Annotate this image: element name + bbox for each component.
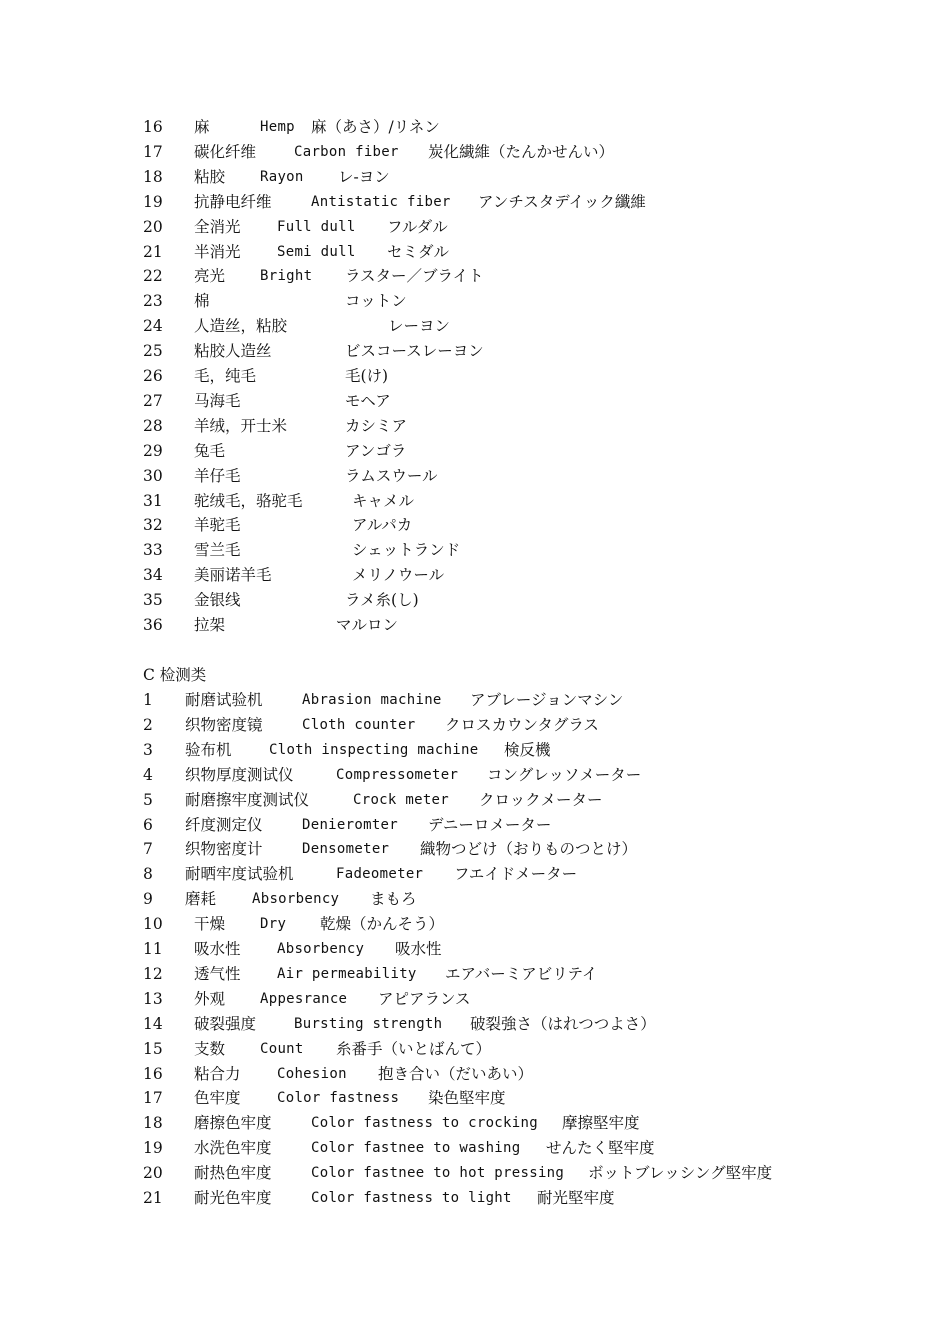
term-row: [0, 563, 950, 588]
term-chinese: 磨擦色牢度: [194, 1114, 272, 1133]
term-japanese: デニーロメーター: [428, 815, 552, 834]
term-chinese: 兔毛: [194, 441, 226, 460]
term-chinese: 毛，纯毛: [194, 367, 257, 385]
term-row: [0, 788, 950, 813]
term-number: 22: [143, 267, 163, 286]
term-japanese: アンチスタデイック纖維: [478, 192, 646, 211]
term-chinese: 纤度测定仪: [185, 815, 263, 834]
term-row: [0, 538, 950, 563]
term-chinese: 拉架: [194, 616, 226, 634]
term-chinese: 金银线: [194, 591, 241, 610]
term-row: [0, 364, 950, 389]
term-chinese: 透气性: [194, 964, 241, 983]
term-chinese: 亮光: [194, 267, 226, 286]
term-chinese: 验布机: [185, 740, 232, 759]
term-number: 35: [143, 591, 163, 610]
term-row: [0, 738, 950, 763]
term-english: Cloth counter: [302, 716, 416, 733]
term-japanese: フルダル: [387, 217, 448, 236]
term-chinese: 水洗色牢度: [194, 1139, 272, 1158]
term-chinese: 雪兰毛: [194, 541, 241, 560]
term-row: [0, 389, 950, 414]
term-english: Semi dull: [277, 243, 356, 260]
term-row: [0, 912, 950, 937]
term-japanese: 破裂強さ（はれつつよさ）: [470, 1014, 656, 1033]
term-japanese: アルパカ: [352, 516, 413, 535]
term-chinese: 马海毛: [194, 391, 241, 410]
term-chinese: 破裂强度: [194, 1014, 257, 1033]
term-row: [0, 1037, 950, 1062]
term-row: [0, 887, 950, 912]
term-english: Crock meter: [353, 791, 450, 808]
term-row: [0, 1086, 950, 1111]
term-number: 8: [143, 865, 153, 884]
term-chinese: 织物厚度测试仪: [185, 765, 294, 784]
term-row: [0, 987, 950, 1012]
term-japanese: コングレッソメーター: [487, 765, 642, 784]
term-english: Appesrance: [260, 990, 348, 1007]
term-english: Rayon: [260, 168, 304, 185]
term-number: 26: [143, 367, 163, 385]
term-number: 10: [143, 915, 163, 934]
term-chinese: 棉: [194, 292, 210, 311]
term-english: Denieromter: [302, 816, 399, 833]
term-japanese: クロックメーター: [479, 790, 603, 809]
term-english: Color fastness: [277, 1090, 400, 1107]
term-japanese: 炭化繊維（たんかせんい）: [428, 142, 615, 161]
term-japanese: アブレージョンマシン: [470, 691, 624, 709]
term-japanese: 織物つどけ（おりものつとけ）: [420, 840, 638, 859]
term-number: 17: [143, 1089, 163, 1108]
term-row: [0, 588, 950, 613]
term-japanese: 麻（あさ）/リネン: [311, 118, 440, 136]
term-chinese: 支数: [194, 1039, 226, 1058]
term-english: Fadeometer: [336, 866, 424, 883]
term-japanese: ボットブレッシング堅牢度: [588, 1164, 773, 1183]
term-chinese: 织物密度镜: [185, 715, 263, 734]
term-english: Color fastness to crocking: [311, 1115, 538, 1132]
term-number: 32: [143, 516, 163, 535]
term-english: Cohesion: [277, 1065, 347, 1082]
term-chinese: 粘胶人造丝: [194, 342, 272, 361]
term-row: [0, 613, 950, 638]
term-english: Cloth inspecting machine: [269, 741, 479, 758]
term-number: 19: [143, 1139, 163, 1158]
term-number: 1: [143, 691, 153, 709]
term-english: Hemp: [260, 119, 295, 135]
term-row: [0, 1186, 950, 1211]
term-number: 14: [143, 1014, 163, 1033]
term-japanese: 乾燥（かんそう）: [320, 915, 445, 934]
term-number: 29: [143, 441, 163, 460]
term-row: [0, 289, 950, 314]
term-number: 31: [143, 491, 163, 510]
term-japanese: モヘア: [345, 391, 391, 410]
term-row: [0, 240, 950, 265]
term-row: [0, 763, 950, 788]
section-heading: C 检测类: [143, 666, 207, 684]
term-number: 9: [143, 890, 153, 909]
term-japanese: エアバーミアビリテイ: [445, 964, 598, 983]
term-japanese: 吸水性: [395, 940, 442, 958]
term-row: [0, 489, 950, 514]
term-chinese: 织物密度计: [185, 840, 263, 859]
term-japanese: 染色堅牢度: [428, 1089, 506, 1108]
term-chinese: 粘合力: [194, 1064, 241, 1083]
term-english: Densometer: [302, 841, 390, 858]
term-number: 20: [143, 1164, 163, 1183]
term-number: 18: [143, 167, 163, 186]
term-japanese: ラスター／ブライト: [345, 267, 484, 286]
term-number: 13: [143, 989, 163, 1008]
term-chinese: 外观: [194, 989, 226, 1008]
term-english: Dry: [260, 916, 287, 933]
term-japanese: 毛(け): [345, 367, 389, 385]
term-japanese: ラムスウール: [345, 466, 438, 485]
term-chinese: 抗静电纤维: [194, 192, 272, 211]
term-row: [0, 264, 950, 289]
term-english: Color fastness to light: [311, 1190, 512, 1206]
term-number: 21: [143, 1189, 163, 1207]
term-number: 7: [143, 840, 153, 859]
term-chinese: 色牢度: [194, 1089, 241, 1108]
term-english: Absorbency: [252, 891, 340, 908]
term-english: Bright: [260, 268, 313, 285]
term-japanese: まもろ: [370, 890, 417, 909]
term-english: Full dull: [277, 218, 356, 235]
term-japanese: シェットランド: [352, 541, 461, 560]
term-chinese: 人造丝，粘胶: [194, 317, 288, 336]
term-japanese: 検反機: [504, 740, 551, 759]
term-chinese: 驼绒毛，骆驼毛: [194, 491, 303, 510]
term-row: [0, 1111, 950, 1136]
term-row: [0, 937, 950, 962]
term-row: [0, 414, 950, 439]
term-number: 34: [143, 566, 163, 585]
term-chinese: 羊绒，开士米: [194, 416, 288, 435]
term-japanese: 抱き合い（だいあい）: [378, 1064, 534, 1083]
term-japanese: ビスコースレーヨン: [345, 342, 484, 361]
term-number: 33: [143, 541, 163, 560]
term-japanese: 糸番手（いとばんて）: [336, 1039, 492, 1058]
term-chinese: 干燥: [194, 915, 226, 934]
term-japanese: キャメル: [352, 491, 415, 510]
term-row: [0, 339, 950, 364]
term-row: [0, 513, 950, 538]
term-japanese: マルロン: [336, 616, 399, 634]
term-english: Bursting strength: [294, 1015, 443, 1032]
term-chinese: 耐光色牢度: [194, 1189, 272, 1207]
term-number: 23: [143, 292, 163, 311]
term-chinese: 羊驼毛: [194, 516, 241, 535]
term-row: [0, 314, 950, 339]
term-number: 12: [143, 964, 163, 983]
term-row: [0, 962, 950, 987]
term-row: [0, 813, 950, 838]
term-japanese: レーヨン: [388, 317, 451, 336]
term-japanese: 耐光堅牢度: [537, 1189, 615, 1207]
term-english: Count: [260, 1040, 304, 1057]
term-japanese: せんたく堅牢度: [546, 1139, 655, 1158]
term-chinese: 耐磨擦牢度测试仪: [185, 790, 310, 809]
term-row: [0, 439, 950, 464]
term-number: 18: [143, 1114, 163, 1133]
term-number: 21: [143, 242, 163, 261]
term-japanese: セミダル: [387, 242, 450, 261]
term-english: Abrasion machine: [302, 692, 442, 708]
term-number: 11: [143, 940, 163, 958]
term-row: [0, 140, 950, 165]
term-chinese: 粘胶: [194, 167, 226, 186]
term-number: 3: [143, 740, 153, 759]
term-number: 15: [143, 1039, 163, 1058]
term-japanese: 摩擦堅牢度: [562, 1114, 640, 1133]
term-row: [0, 165, 950, 190]
term-japanese: レ-ヨン: [338, 167, 390, 186]
term-chinese: 美丽诺羊毛: [194, 566, 272, 585]
term-row: [0, 1012, 950, 1037]
term-number: 6: [143, 815, 153, 834]
term-number: 27: [143, 391, 163, 410]
term-japanese: コットン: [345, 292, 407, 311]
term-row: [0, 464, 950, 489]
term-number: 20: [143, 217, 163, 236]
term-chinese: 麻: [194, 118, 210, 136]
term-japanese: クロスカウンタグラス: [445, 715, 599, 734]
term-number: 17: [143, 142, 163, 161]
term-number: 4: [143, 765, 153, 784]
term-number: 2: [143, 715, 153, 734]
term-japanese: アピアランス: [378, 989, 471, 1008]
term-number: 5: [143, 790, 153, 809]
term-chinese: 耐热色牢度: [194, 1164, 272, 1183]
term-chinese: 半消光: [194, 242, 241, 261]
term-chinese: 碳化纤维: [194, 142, 257, 161]
term-english: Antistatic fiber: [311, 193, 451, 210]
term-chinese: 吸水性: [194, 940, 241, 958]
term-chinese: 耐磨试验机: [185, 691, 263, 709]
term-number: 16: [143, 118, 163, 136]
term-number: 19: [143, 192, 163, 211]
term-japanese: フエイドメーター: [454, 865, 578, 884]
term-chinese: 耐晒牢度试验机: [185, 865, 294, 884]
term-japanese: アンゴラ: [345, 441, 407, 460]
term-number: 30: [143, 466, 163, 485]
term-japanese: メリノウール: [352, 566, 445, 585]
term-row: [0, 1136, 950, 1161]
term-row: [0, 190, 950, 215]
term-chinese: 磨耗: [185, 890, 217, 909]
term-number: 16: [143, 1064, 163, 1083]
term-english: Compressometer: [336, 766, 459, 783]
term-chinese: 全消光: [194, 217, 241, 236]
term-english: Absorbency: [277, 941, 365, 957]
term-row: [0, 713, 950, 738]
term-chinese: 羊仔毛: [194, 466, 241, 485]
term-english: Color fastnee to washing: [311, 1140, 521, 1157]
term-number: 25: [143, 342, 163, 361]
term-row: [0, 837, 950, 862]
term-english: Carbon fiber: [294, 143, 399, 160]
term-row: [0, 688, 950, 713]
term-row: [0, 215, 950, 240]
term-row: [0, 1161, 950, 1186]
term-number: 24: [143, 317, 163, 336]
term-japanese: ラメ糸(し): [345, 591, 419, 610]
term-row: [0, 115, 950, 140]
term-row: [0, 1062, 950, 1087]
term-number: 28: [143, 416, 163, 435]
term-japanese: カシミア: [345, 416, 408, 435]
term-number: 36: [143, 616, 163, 634]
term-english: Air permeability: [277, 965, 417, 982]
term-english: Color fastnee to hot pressing: [311, 1165, 565, 1182]
term-row: [0, 862, 950, 887]
